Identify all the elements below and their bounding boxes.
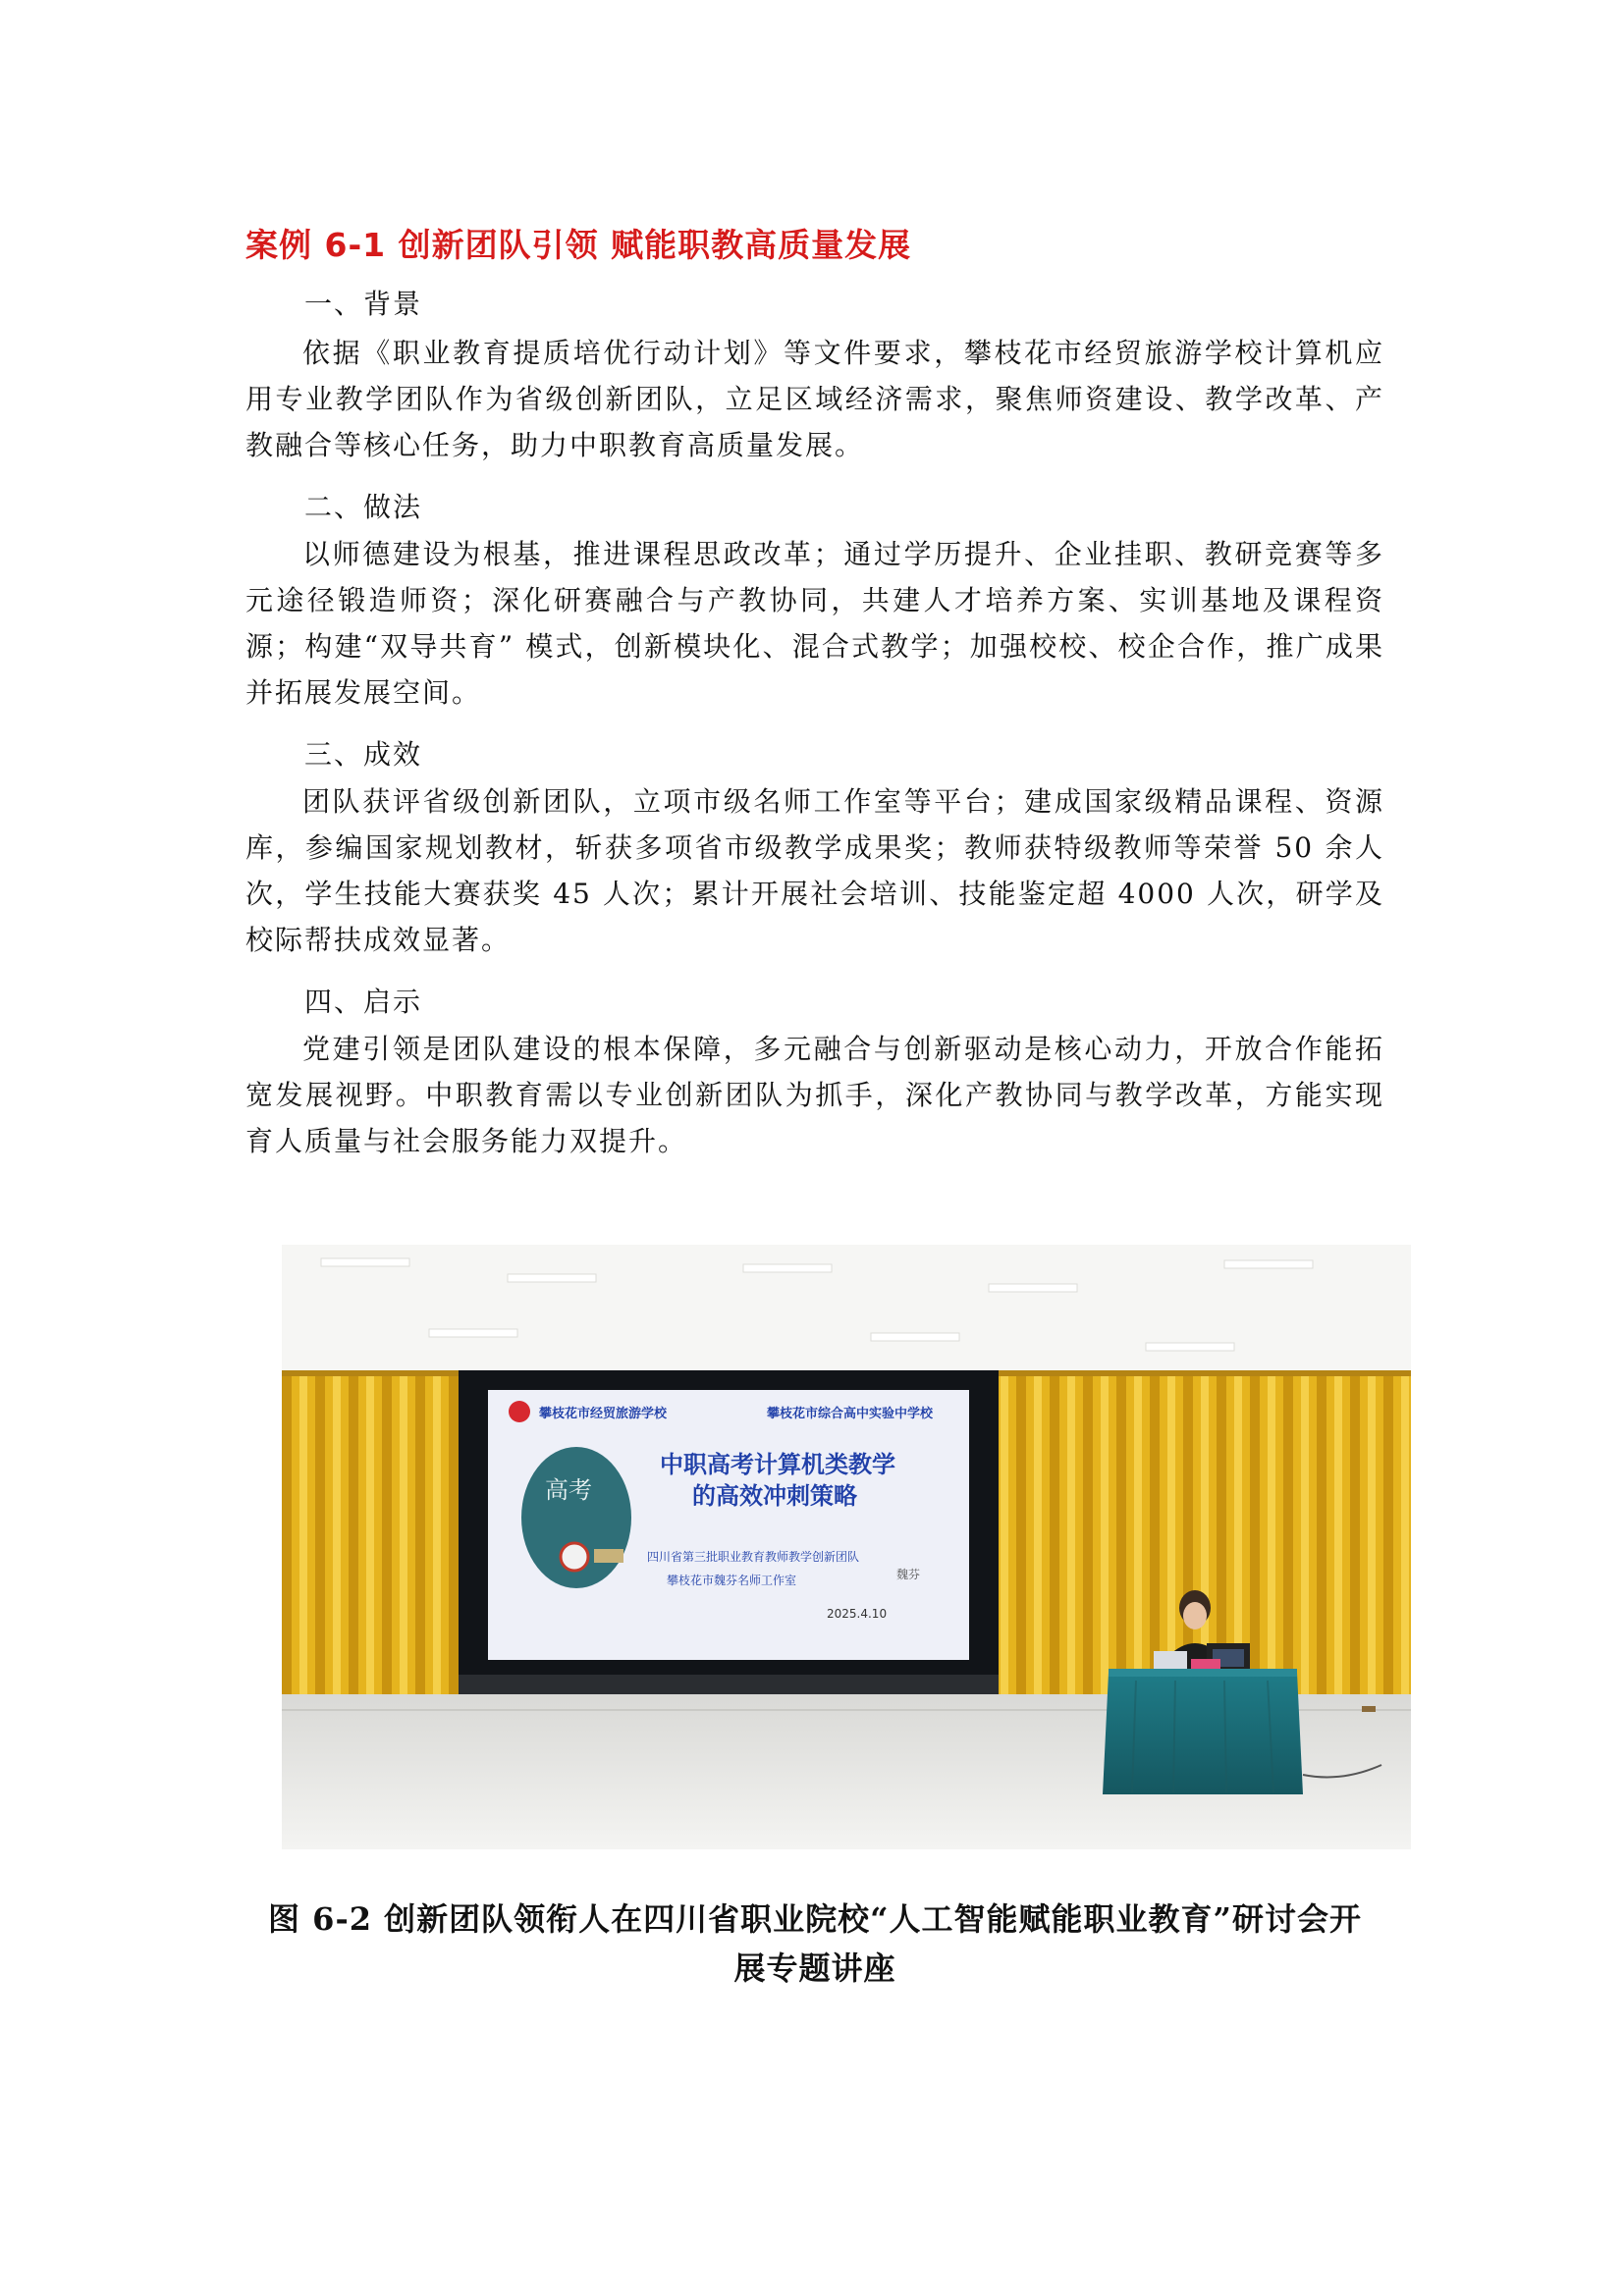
section-body-background bbox=[245, 330, 1384, 468]
caption-line2: 展专题讲座 bbox=[733, 1949, 896, 1987]
section-heading-results: 三、成效 bbox=[304, 738, 423, 771]
section-heading-background: 一、背景 bbox=[304, 288, 423, 320]
paragraph-background: 依据《职业教育提质培优行动计划》等文件要求，攀枝花市经贸旅游学校计算机应用专业教学团队作为省级创新团队，立足区域经济需求，聚焦师资建设、教学改革、产教融合等核心任务，助力中职教育高质量发展。 bbox=[245, 337, 1384, 461]
lecture-photo-illustration bbox=[282, 1245, 1411, 1849]
section-heading-method: 二、做法 bbox=[304, 491, 423, 523]
slide-badge-text: 高考 bbox=[545, 1476, 592, 1504]
slide-school-left: 攀枝花市经贸旅游学校 bbox=[539, 1407, 668, 1421]
clock-icon bbox=[561, 1543, 588, 1571]
presenter bbox=[1183, 1602, 1207, 1629]
slide-title-line1: 中职高考计算机类教学 bbox=[660, 1450, 895, 1478]
section-body-results bbox=[245, 778, 1384, 963]
lecture-photo bbox=[282, 1245, 1411, 1849]
paragraph-results: 团队获评省级创新团队，立项市级名师工作室等平台；建成国家级精品课程、资源库，参编国家规划教材，斩获多项省市级教学成果奖；教师获特级教师等荣誉 50 余人次，学生技能大赛获奖 45 人次；累计开展社会培训、技能鉴定超 4000 人次，研学及校际帮扶成效显著。 bbox=[245, 785, 1384, 956]
section-body-insights bbox=[245, 1026, 1384, 1164]
slide-subtitle-line1: 四川省第三批职业教育教师教学创新团队 bbox=[647, 1550, 860, 1564]
figure-caption bbox=[236, 1895, 1394, 1993]
paragraph-method: 以师德建设为根基，推进课程思政改革；通过学历提升、企业挂职、教研竞赛等多元途径锻造师资；深化研赛融合与产教协同，共建人才培养方案、实训基地及课程资源；构建“双导共育” 模式，创新模块化、混合式教学；加强校校、校企合作，推广成果并拓展发展空间。 bbox=[245, 538, 1384, 709]
case-title: 案例 6-1 创新团队引领 赋能职教高质量发展 bbox=[245, 226, 912, 264]
slide-school-right: 攀枝花市综合高中实验中学校 bbox=[767, 1407, 934, 1421]
slide-subtitle-line2: 攀枝花市魏芬名师工作室 bbox=[667, 1574, 797, 1587]
slide-speaker: 魏芬 bbox=[896, 1568, 921, 1581]
curtain-left bbox=[282, 1370, 459, 1694]
school-logo-icon bbox=[509, 1401, 530, 1422]
section-heading-insights: 四、启示 bbox=[304, 986, 423, 1018]
section-body-method bbox=[245, 531, 1384, 716]
slide-date: 2025.4.10 bbox=[827, 1607, 888, 1621]
slide-title-line2: 的高效冲刺策略 bbox=[692, 1481, 857, 1510]
caption-line1: 图 6-2 创新团队领衔人在四川省职业院校“人工智能赋能职业教育”研讨会开 bbox=[268, 1900, 1362, 1938]
paragraph-insights: 党建引领是团队建设的根本保障，多元融合与创新驱动是核心动力，开放合作能拓宽发展视野。中职教育需以专业创新团队为抓手，深化产教协同与教学改革，方能实现育人质量与社会服务能力双提升。 bbox=[245, 1033, 1384, 1157]
